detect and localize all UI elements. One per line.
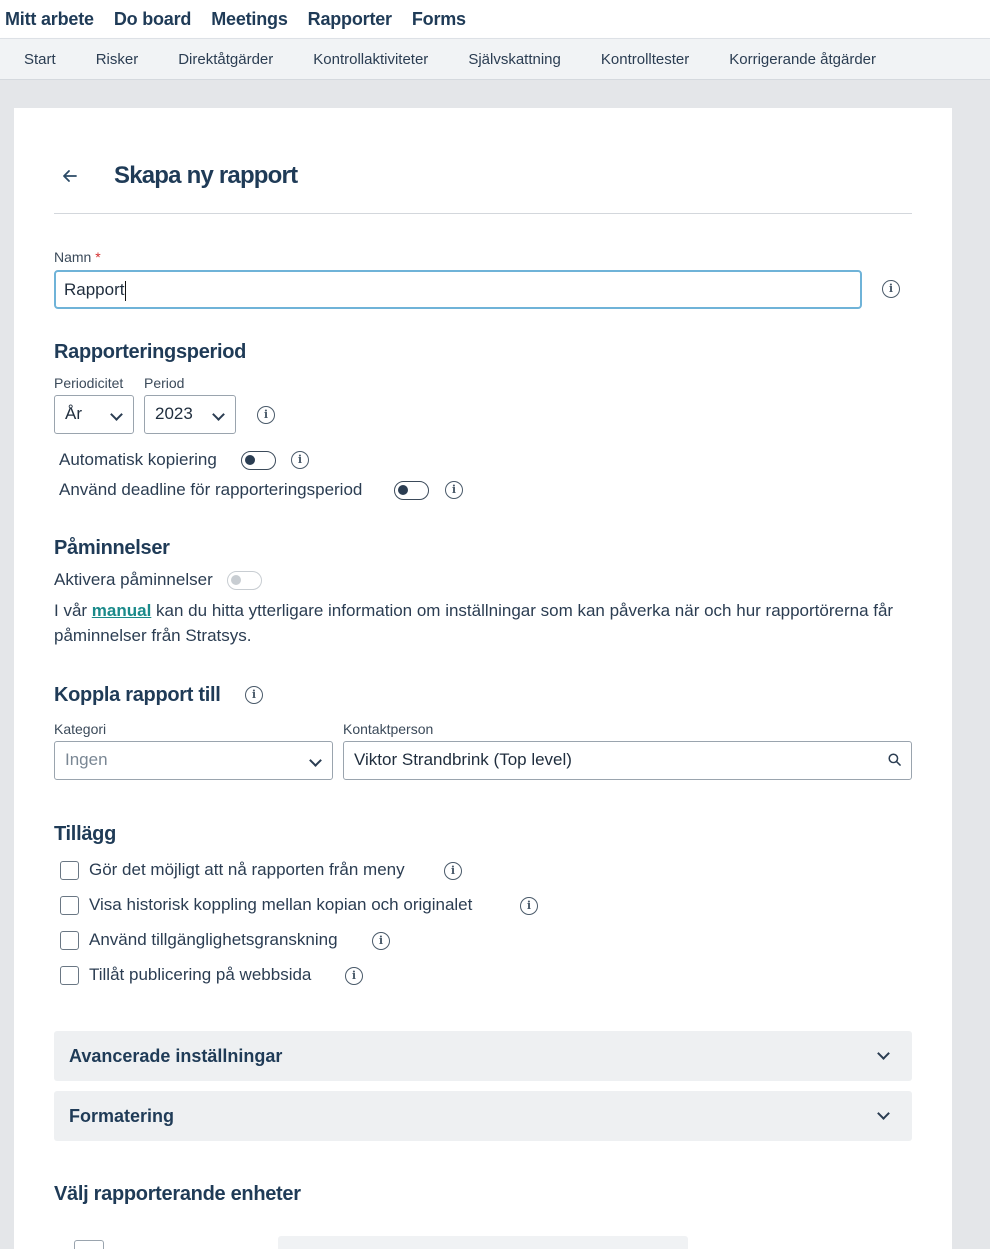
name-input-value: Rapport [64, 280, 125, 299]
search-icon[interactable] [888, 753, 901, 766]
info-circle-icon[interactable]: i [245, 686, 263, 704]
name-label-text: Namn [54, 249, 92, 265]
reminders-text-after: kan du hitta ytterligare information om inställningar som kan påverka när och hur rapportörerna får påminnelser från Stratsys. [54, 601, 894, 645]
units-section-title: Välj rapporterande enheter [54, 1183, 301, 1205]
info-circle-icon[interactable]: i [257, 406, 275, 424]
chevron-down-icon [212, 408, 225, 421]
addon-checkbox-history[interactable] [60, 896, 79, 915]
page-header [54, 158, 912, 214]
chevron-down-icon [877, 1047, 890, 1060]
sub-navigation [0, 38, 990, 80]
topnav-item-rapporter[interactable]: Rapporter [307, 8, 392, 29]
manual-link[interactable]: manual [91, 601, 152, 620]
auto-copy-label: Automatisk kopiering [59, 450, 217, 469]
top-navigation [0, 0, 990, 38]
units-checkbox-partial[interactable] [74, 1240, 104, 1249]
category-label: Kategori [54, 721, 107, 737]
topnav-item-mitt-arbete[interactable]: Mitt arbete [5, 8, 94, 29]
addon-label-accessibility: Använd tillgänglighetsgranskning [89, 930, 338, 949]
tab-korrigerande-atgarder[interactable]: Korrigerande åtgärder [729, 50, 877, 68]
tab-kontrollaktiviteter[interactable]: Kontrollaktiviteter [313, 50, 429, 68]
name-input[interactable] [54, 270, 862, 309]
addons-section-title: Tillägg [54, 823, 116, 845]
periodicity-value: År [65, 404, 82, 423]
info-circle-icon[interactable]: i [445, 481, 463, 499]
advanced-settings-accordion[interactable] [54, 1031, 912, 1081]
deadline-label: Använd deadline för rapporteringsperiod [59, 480, 363, 499]
toggle-knob [245, 455, 255, 465]
deadline-toggle[interactable] [394, 481, 429, 500]
addon-checkbox-accessibility[interactable] [60, 931, 79, 950]
tab-risker[interactable]: Risker [95, 50, 139, 68]
topnav-item-forms[interactable]: Forms [411, 8, 466, 29]
period-select[interactable] [144, 395, 236, 434]
info-circle-icon[interactable]: i [444, 862, 462, 880]
connect-section-title: Koppla rapport till [54, 684, 221, 706]
chevron-down-icon [309, 754, 322, 767]
arrow-left-icon[interactable] [60, 166, 80, 186]
auto-copy-toggle[interactable] [241, 451, 276, 470]
name-label [54, 249, 101, 265]
period-section-title: Rapporteringsperiod [54, 341, 247, 363]
contact-search-input[interactable] [343, 741, 912, 780]
addon-label-publish: Tillåt publicering på webbsida [89, 965, 312, 984]
page-title: Skapa ny rapport [114, 162, 298, 189]
units-search-partial[interactable] [278, 1236, 688, 1249]
tab-start[interactable]: Start [24, 50, 56, 68]
periodicity-select[interactable] [54, 395, 134, 434]
tab-sjalvskattning[interactable]: Självskattning [468, 50, 561, 68]
chevron-down-icon [110, 408, 123, 421]
addon-label-menu: Gör det möjligt att nå rapporten från meny [89, 860, 405, 879]
required-marker: * [95, 249, 101, 265]
chevron-down-icon [877, 1107, 890, 1120]
info-circle-icon[interactable]: i [372, 932, 390, 950]
contact-label: Kontaktperson [343, 721, 434, 737]
tab-kontrolltester[interactable]: Kontrolltester [600, 50, 690, 68]
reminders-info-text [54, 598, 904, 648]
create-report-card [14, 108, 952, 1249]
topnav-item-meetings[interactable]: Meetings [211, 8, 288, 29]
info-circle-icon[interactable]: i [520, 897, 538, 915]
addon-checkbox-menu[interactable] [60, 861, 79, 880]
info-circle-icon[interactable]: i [291, 451, 309, 469]
addon-checkbox-publish[interactable] [60, 966, 79, 985]
category-select[interactable] [54, 741, 333, 780]
tab-direktatgarder[interactable]: Direktåtgärder [178, 50, 274, 68]
activate-reminders-label: Aktivera påminnelser [54, 570, 213, 589]
contact-value: Viktor Strandbrink (Top level) [354, 750, 572, 769]
reminders-text-before: I vår [54, 601, 92, 620]
formatting-label: Formatering [69, 1106, 175, 1126]
reminders-section-title: Påminnelser [54, 537, 170, 559]
toggle-knob [231, 575, 241, 585]
period-label: Period [144, 375, 185, 391]
addon-label-history: Visa historisk koppling mellan kopian och originalet [89, 895, 473, 914]
activate-reminders-toggle[interactable] [227, 571, 262, 590]
text-caret [125, 281, 126, 301]
formatting-accordion[interactable] [54, 1091, 912, 1141]
periodicity-label: Periodicitet [54, 375, 124, 391]
topnav-item-do-board[interactable]: Do board [113, 8, 192, 29]
toggle-knob [398, 485, 408, 495]
info-circle-icon[interactable]: i [345, 967, 363, 985]
info-circle-icon[interactable]: i [882, 280, 900, 298]
advanced-settings-label: Avancerade inställningar [69, 1046, 283, 1066]
category-value: Ingen [65, 750, 108, 769]
period-value: 2023 [155, 404, 193, 423]
